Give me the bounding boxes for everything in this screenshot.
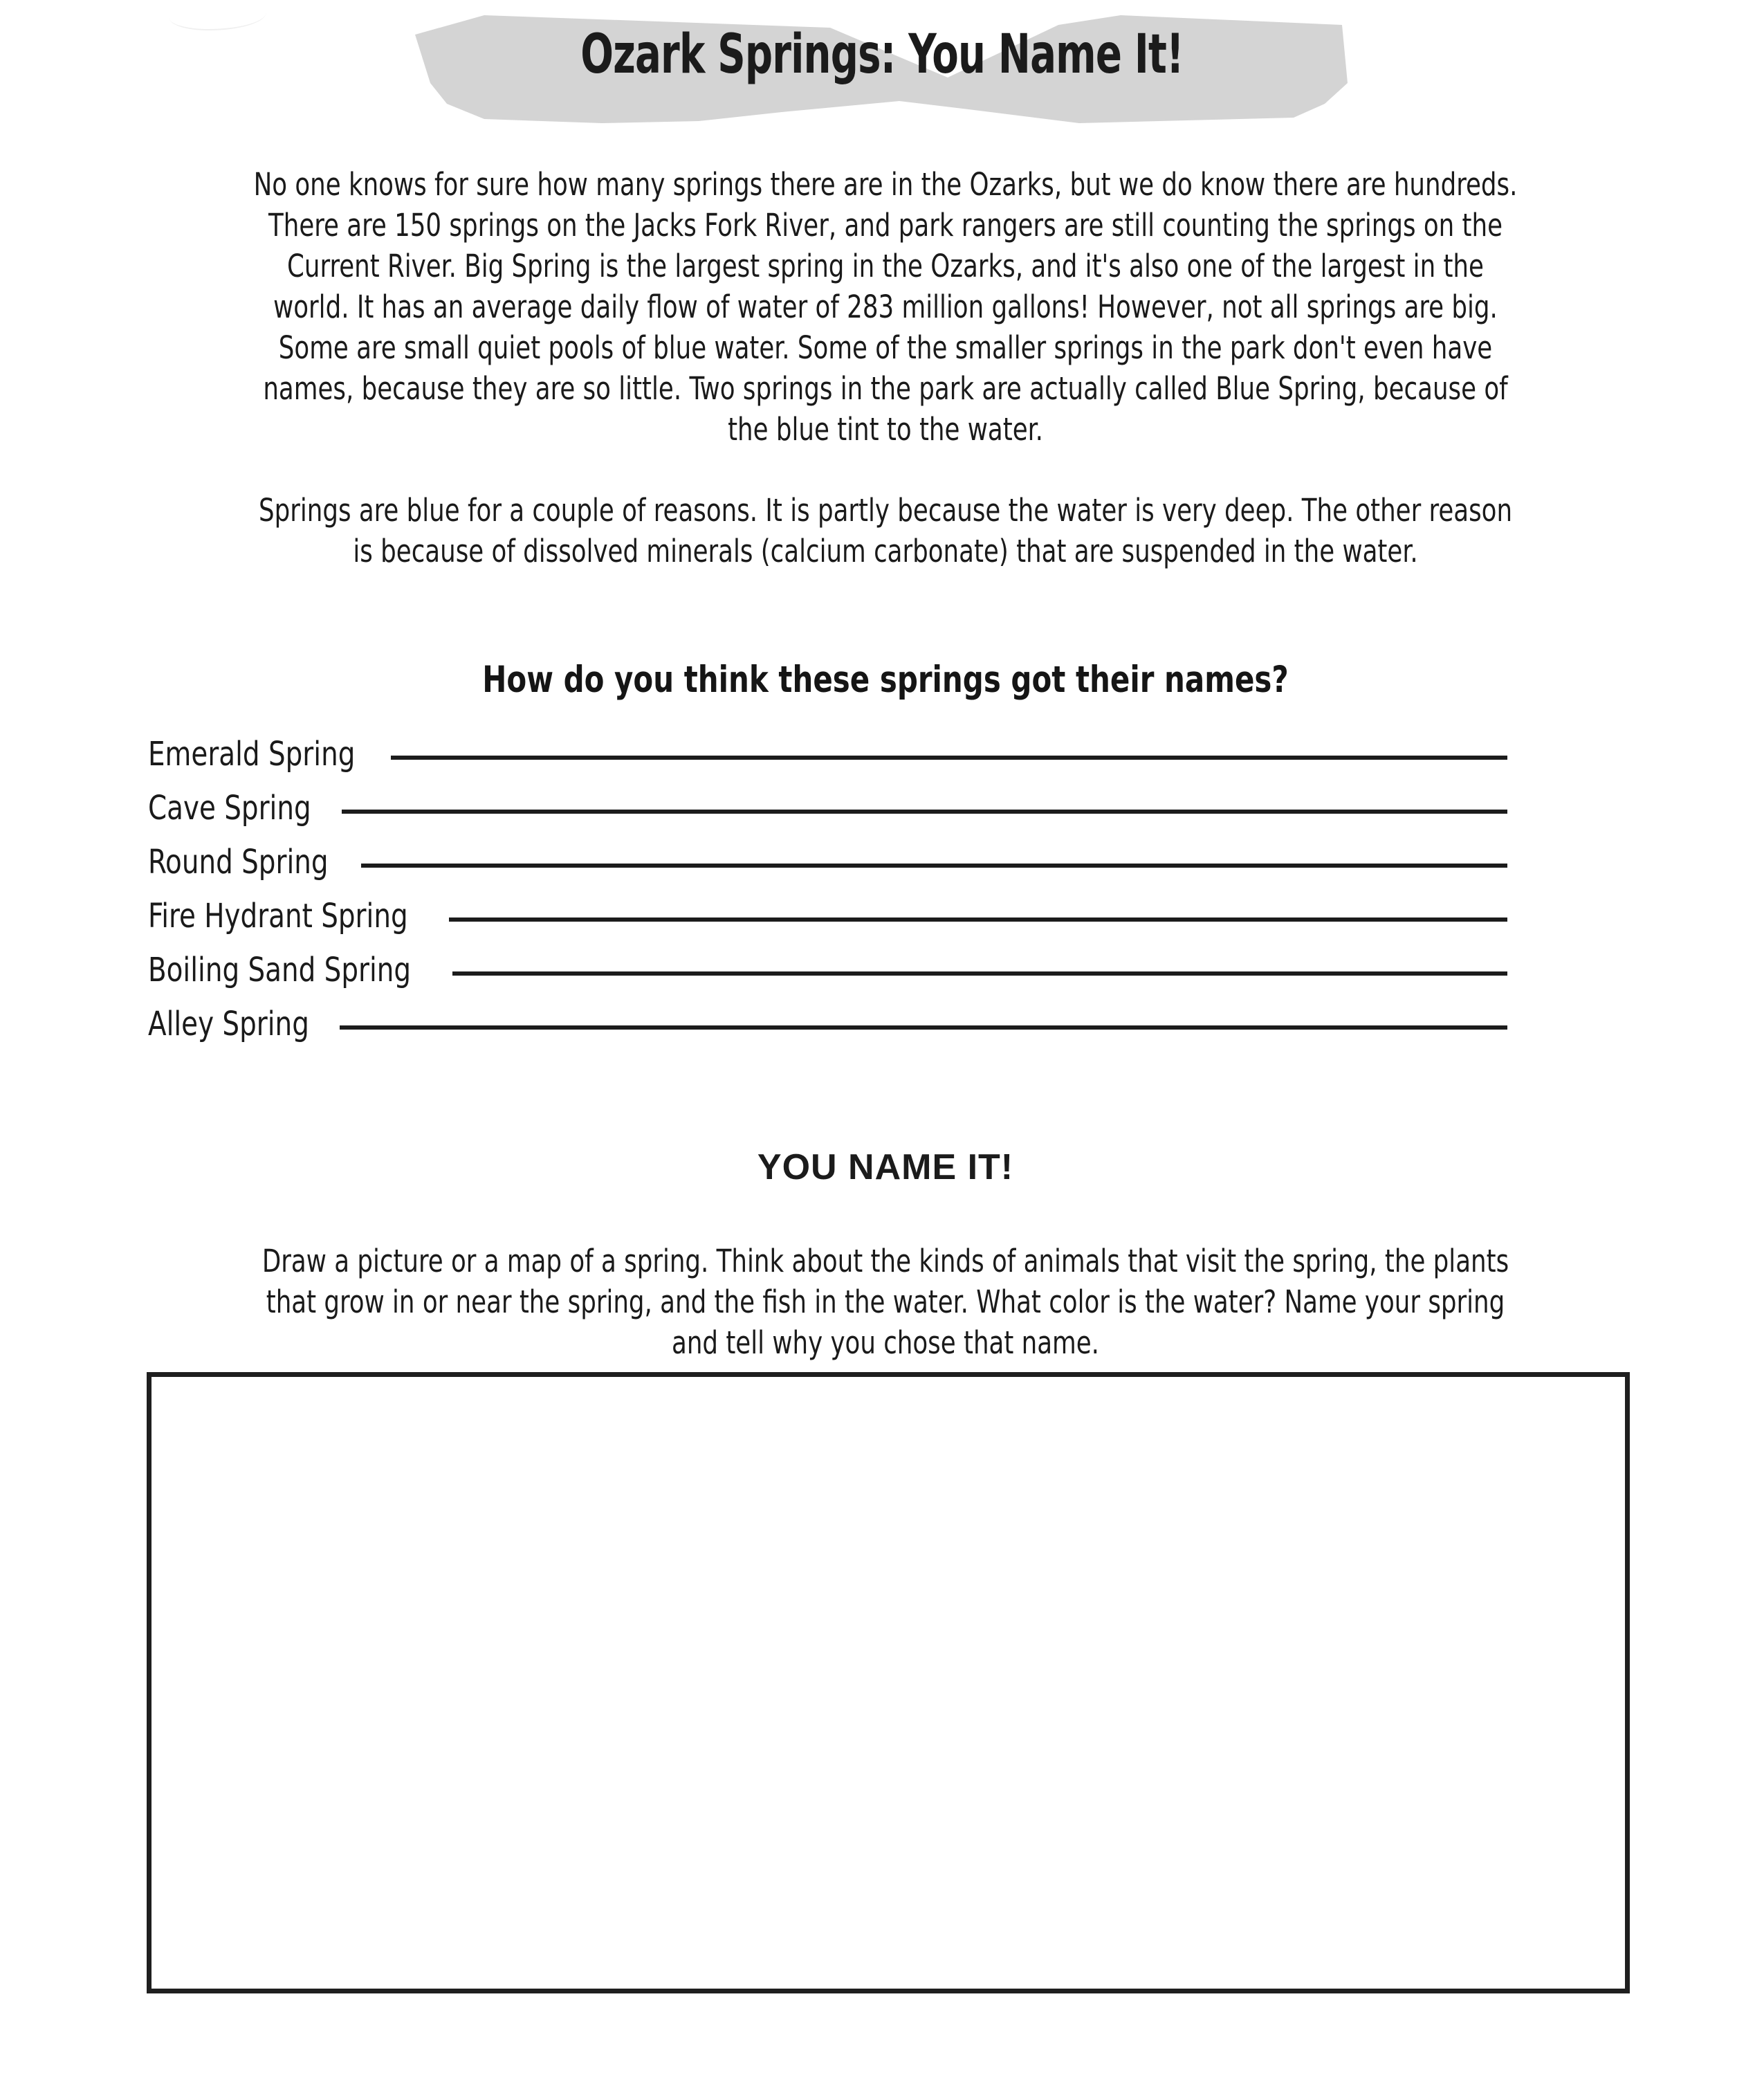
reasons-paragraph: Springs are blue for a couple of reasons. It is partly because the water is very deep. The other reason is because of dissolved minerals (calcium carbonate) that are suspended in the water. xyxy=(258,492,1513,569)
spring-row xyxy=(148,1005,1507,1059)
spring-name-label: Boiling Sand Spring xyxy=(148,951,412,989)
spring-name-label: Fire Hydrant Spring xyxy=(148,897,408,935)
spring-answer-blank[interactable] xyxy=(340,1025,1507,1030)
spring-name-label: Alley Spring xyxy=(148,1005,309,1043)
springs-list xyxy=(148,735,1507,1059)
spring-row xyxy=(148,843,1507,897)
spring-answer-blank[interactable] xyxy=(391,756,1507,760)
intro-paragraph: No one knows for sure how many springs there are in the Ozarks, but we do know there are hundreds. There are 150 springs on the Jacks Fork River, and park rangers are still counting the springs on the Current River. Big Spring is the largest spring in the Ozarks, and it's also one of the largest in the world. It has an average daily flow of water of 283 million gallons! However, not all springs are big. Some are small quiet pools of blue water. Some of the smaller springs in the park don't even have names, because they are so little. Two springs in the park are actually called Blue Spring, because of the blue tint to the water. xyxy=(253,166,1518,448)
spring-answer-blank[interactable] xyxy=(342,810,1507,814)
page-title: Ozark Springs: You Name It! xyxy=(580,24,1184,86)
you-name-it-heading: YOU NAME IT! xyxy=(757,1147,1014,1188)
spring-answer-blank[interactable] xyxy=(449,917,1507,922)
question-heading: How do you think these springs got their names? xyxy=(482,658,1289,701)
spring-name-label: Cave Spring xyxy=(148,789,311,828)
spring-name-label: Emerald Spring xyxy=(148,735,356,774)
spring-row xyxy=(148,897,1507,951)
spring-row xyxy=(148,789,1507,843)
title-banner xyxy=(0,0,1764,131)
spring-answer-blank[interactable] xyxy=(361,864,1507,868)
spring-row xyxy=(148,735,1507,789)
drawing-area[interactable] xyxy=(147,1372,1630,1993)
spring-answer-blank[interactable] xyxy=(452,971,1507,976)
draw-instructions: Draw a picture or a map of a spring. Think about the kinds of animals that visit the spring, the plants that grow in or near the spring, and the fish in the water. What color is the water? Name your spring and tell why you chose that name. xyxy=(261,1243,1509,1361)
spring-name-label: Round Spring xyxy=(148,843,329,882)
spring-row xyxy=(148,951,1507,1005)
